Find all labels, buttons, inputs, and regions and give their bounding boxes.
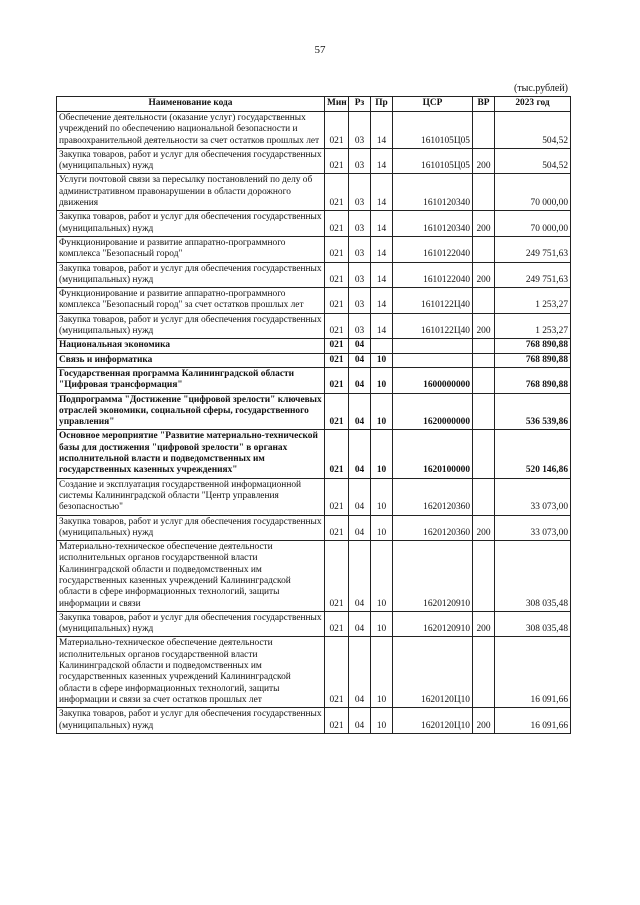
- cell-amount: 16 091,66: [495, 708, 571, 734]
- cell-name: Услуги почтовой связи за пересылку постановлений по делу об административном правонарушении в области дорожного движения: [57, 174, 325, 211]
- table-row: [57, 541, 571, 612]
- units-label: (тыс.рублей): [513, 83, 568, 94]
- cell-csr: 1610120340: [393, 174, 473, 211]
- header-min: Мин: [325, 97, 349, 112]
- cell-rz: 03: [349, 211, 371, 237]
- table-row: [57, 637, 571, 708]
- cell-min: 021: [325, 430, 349, 478]
- cell-min: 021: [325, 353, 349, 367]
- cell-name: Закупка товаров, работ и услуг для обеспечения государственных (муниципальных) нужд: [57, 148, 325, 174]
- table-row: [57, 353, 571, 367]
- cell-name: Подпрограмма "Достижение "цифровой зрелости" ключевых отраслей экономики, социальной сферы, государственного управления": [57, 393, 325, 430]
- header-pr: Пр: [371, 97, 393, 112]
- cell-amount: 33 073,00: [495, 515, 571, 541]
- cell-pr: 10: [371, 353, 393, 367]
- cell-rz: 04: [349, 393, 371, 430]
- header-amount: 2023 год: [495, 97, 571, 112]
- cell-rz: 03: [349, 112, 371, 149]
- cell-name: Государственная программа Калининградской области "Цифровая трансформация": [57, 367, 325, 393]
- cell-pr: [371, 339, 393, 353]
- cell-vr: 200: [473, 313, 495, 339]
- cell-name: Обеспечение деятельности (оказание услуг) государственных учреждений по обеспечению национальной безопасности и правоохранительной деятельности за счет остатков прошлых лет: [57, 112, 325, 149]
- cell-rz: 04: [349, 430, 371, 478]
- cell-name: Функционирование и развитие аппаратно-программного комплекса "Безопасный город": [57, 236, 325, 262]
- cell-vr: [473, 393, 495, 430]
- cell-rz: 03: [349, 288, 371, 314]
- cell-csr: 1610122040: [393, 262, 473, 288]
- table-row: [57, 515, 571, 541]
- cell-csr: 1600000000: [393, 367, 473, 393]
- cell-min: 021: [325, 313, 349, 339]
- cell-min: 021: [325, 367, 349, 393]
- cell-rz: 04: [349, 708, 371, 734]
- cell-rz: 04: [349, 541, 371, 612]
- cell-vr: 200: [473, 262, 495, 288]
- cell-pr: 10: [371, 541, 393, 612]
- cell-vr: [473, 478, 495, 515]
- table-row: [57, 211, 571, 237]
- cell-rz: 04: [349, 367, 371, 393]
- cell-amount: 70 000,00: [495, 211, 571, 237]
- table-row: [57, 174, 571, 211]
- table-row: [57, 313, 571, 339]
- cell-amount: 520 146,86: [495, 430, 571, 478]
- cell-csr: 1620120360: [393, 478, 473, 515]
- cell-pr: 10: [371, 611, 393, 637]
- cell-vr: [473, 637, 495, 708]
- cell-vr: [473, 339, 495, 353]
- cell-name: Создание и эксплуатация государственной информационной системы Калининградской области "Центр управления безопасностью": [57, 478, 325, 515]
- table-row: [57, 393, 571, 430]
- cell-vr: [473, 174, 495, 211]
- cell-vr: 200: [473, 211, 495, 237]
- cell-name: Закупка товаров, работ и услуг для обеспечения государственных (муниципальных) нужд: [57, 611, 325, 637]
- cell-min: 021: [325, 541, 349, 612]
- cell-min: 021: [325, 288, 349, 314]
- cell-name: Материально-техническое обеспечение деятельности исполнительных органов государственной власти Калининградской области и подведомственных им государственных казенных учреждений Калининградской области в сфере информационных технологий, защиты информации и связи: [57, 541, 325, 612]
- table-row: [57, 339, 571, 353]
- cell-pr: 14: [371, 236, 393, 262]
- cell-csr: 1620120910: [393, 541, 473, 612]
- cell-rz: 03: [349, 174, 371, 211]
- cell-pr: 10: [371, 393, 393, 430]
- cell-csr: 1620120360: [393, 515, 473, 541]
- cell-name: Закупка товаров, работ и услуг для обеспечения государственных (муниципальных) нужд: [57, 262, 325, 288]
- cell-pr: 14: [371, 288, 393, 314]
- cell-csr: 1610122040: [393, 236, 473, 262]
- cell-min: 021: [325, 174, 349, 211]
- cell-min: 021: [325, 236, 349, 262]
- cell-csr: [393, 339, 473, 353]
- cell-csr: 1620100000: [393, 430, 473, 478]
- cell-csr: 1610105Ц05: [393, 148, 473, 174]
- cell-csr: 1620120Ц10: [393, 708, 473, 734]
- cell-csr: 1620120910: [393, 611, 473, 637]
- cell-vr: [473, 430, 495, 478]
- cell-rz: 03: [349, 262, 371, 288]
- cell-vr: 200: [473, 515, 495, 541]
- cell-name: Закупка товаров, работ и услуг для обеспечения государственных (муниципальных) нужд: [57, 708, 325, 734]
- cell-min: 021: [325, 393, 349, 430]
- cell-name: Материально-техническое обеспечение деятельности исполнительных органов государственной власти Калининградской области и подведомственных им государственных казенных учреждений Калининградской области в сфере информационных технологий, защиты информации и связи за счет остатков прошлых лет: [57, 637, 325, 708]
- cell-pr: 14: [371, 174, 393, 211]
- cell-csr: 1620120Ц10: [393, 637, 473, 708]
- cell-amount: 768 890,88: [495, 367, 571, 393]
- cell-name: Закупка товаров, работ и услуг для обеспечения государственных (муниципальных) нужд: [57, 313, 325, 339]
- table-row: [57, 430, 571, 478]
- cell-vr: [473, 112, 495, 149]
- cell-min: 021: [325, 637, 349, 708]
- cell-pr: 14: [371, 211, 393, 237]
- cell-amount: 504,52: [495, 148, 571, 174]
- cell-csr: 1610120340: [393, 211, 473, 237]
- cell-pr: 10: [371, 637, 393, 708]
- cell-amount: 768 890,88: [495, 339, 571, 353]
- cell-rz: 04: [349, 637, 371, 708]
- cell-min: 021: [325, 515, 349, 541]
- header-rz: Рз: [349, 97, 371, 112]
- cell-csr: 1610105Ц05: [393, 112, 473, 149]
- cell-vr: [473, 236, 495, 262]
- cell-csr: 1610122Ц40: [393, 313, 473, 339]
- cell-name: Основное мероприятие "Развитие материально-технической базы для достижения "цифровой зрелости" в органах исполнительной власти и подведомственных им государственных казенных учреждениях": [57, 430, 325, 478]
- cell-pr: 10: [371, 367, 393, 393]
- cell-csr: 1610122Ц40: [393, 288, 473, 314]
- cell-csr: [393, 353, 473, 367]
- cell-vr: [473, 367, 495, 393]
- cell-rz: 03: [349, 148, 371, 174]
- cell-amount: 249 751,63: [495, 236, 571, 262]
- header-name: Наименование кода: [57, 97, 325, 112]
- cell-min: 021: [325, 611, 349, 637]
- table-row: [57, 112, 571, 149]
- table-row: [57, 148, 571, 174]
- cell-pr: 14: [371, 112, 393, 149]
- cell-amount: 70 000,00: [495, 174, 571, 211]
- cell-vr: [473, 541, 495, 612]
- cell-min: 021: [325, 112, 349, 149]
- cell-min: 021: [325, 211, 349, 237]
- cell-amount: 1 253,27: [495, 313, 571, 339]
- cell-csr: 1620000000: [393, 393, 473, 430]
- cell-pr: 10: [371, 515, 393, 541]
- cell-rz: 04: [349, 611, 371, 637]
- header-vr: ВР: [473, 97, 495, 112]
- cell-min: 021: [325, 708, 349, 734]
- table-row: [57, 288, 571, 314]
- table-row: [57, 611, 571, 637]
- cell-min: 021: [325, 148, 349, 174]
- cell-amount: 249 751,63: [495, 262, 571, 288]
- cell-rz: 04: [349, 515, 371, 541]
- cell-vr: [473, 353, 495, 367]
- cell-pr: 10: [371, 478, 393, 515]
- cell-rz: 04: [349, 353, 371, 367]
- cell-amount: 308 035,48: [495, 541, 571, 612]
- cell-amount: 16 091,66: [495, 637, 571, 708]
- cell-amount: 504,52: [495, 112, 571, 149]
- cell-amount: 536 539,86: [495, 393, 571, 430]
- cell-min: 021: [325, 478, 349, 515]
- table-row: [57, 236, 571, 262]
- header-csr: ЦСР: [393, 97, 473, 112]
- cell-vr: [473, 288, 495, 314]
- table-row: [57, 367, 571, 393]
- cell-amount: 1 253,27: [495, 288, 571, 314]
- cell-name: Закупка товаров, работ и услуг для обеспечения государственных (муниципальных) нужд: [57, 515, 325, 541]
- cell-pr: 10: [371, 708, 393, 734]
- page-number: 57: [314, 44, 326, 56]
- cell-name: Функционирование и развитие аппаратно-программного комплекса "Безопасный город" за счет остатков прошлых лет: [57, 288, 325, 314]
- cell-vr: 200: [473, 148, 495, 174]
- cell-min: 021: [325, 262, 349, 288]
- cell-min: 021: [325, 339, 349, 353]
- table-row: [57, 478, 571, 515]
- table-body: [57, 112, 571, 734]
- table-row: [57, 262, 571, 288]
- cell-rz: 04: [349, 478, 371, 515]
- cell-pr: 10: [371, 430, 393, 478]
- cell-amount: 308 035,48: [495, 611, 571, 637]
- cell-name: Национальная экономика: [57, 339, 325, 353]
- cell-name: Связь и информатика: [57, 353, 325, 367]
- cell-pr: 14: [371, 148, 393, 174]
- table-row: [57, 708, 571, 734]
- table-header-row: [57, 97, 571, 112]
- budget-table: [56, 96, 571, 734]
- cell-pr: 14: [371, 313, 393, 339]
- cell-rz: 04: [349, 339, 371, 353]
- cell-vr: 200: [473, 611, 495, 637]
- cell-vr: 200: [473, 708, 495, 734]
- cell-name: Закупка товаров, работ и услуг для обеспечения государственных (муниципальных) нужд: [57, 211, 325, 237]
- cell-rz: 03: [349, 236, 371, 262]
- cell-amount: 33 073,00: [495, 478, 571, 515]
- cell-rz: 03: [349, 313, 371, 339]
- cell-amount: 768 890,88: [495, 353, 571, 367]
- cell-pr: 14: [371, 262, 393, 288]
